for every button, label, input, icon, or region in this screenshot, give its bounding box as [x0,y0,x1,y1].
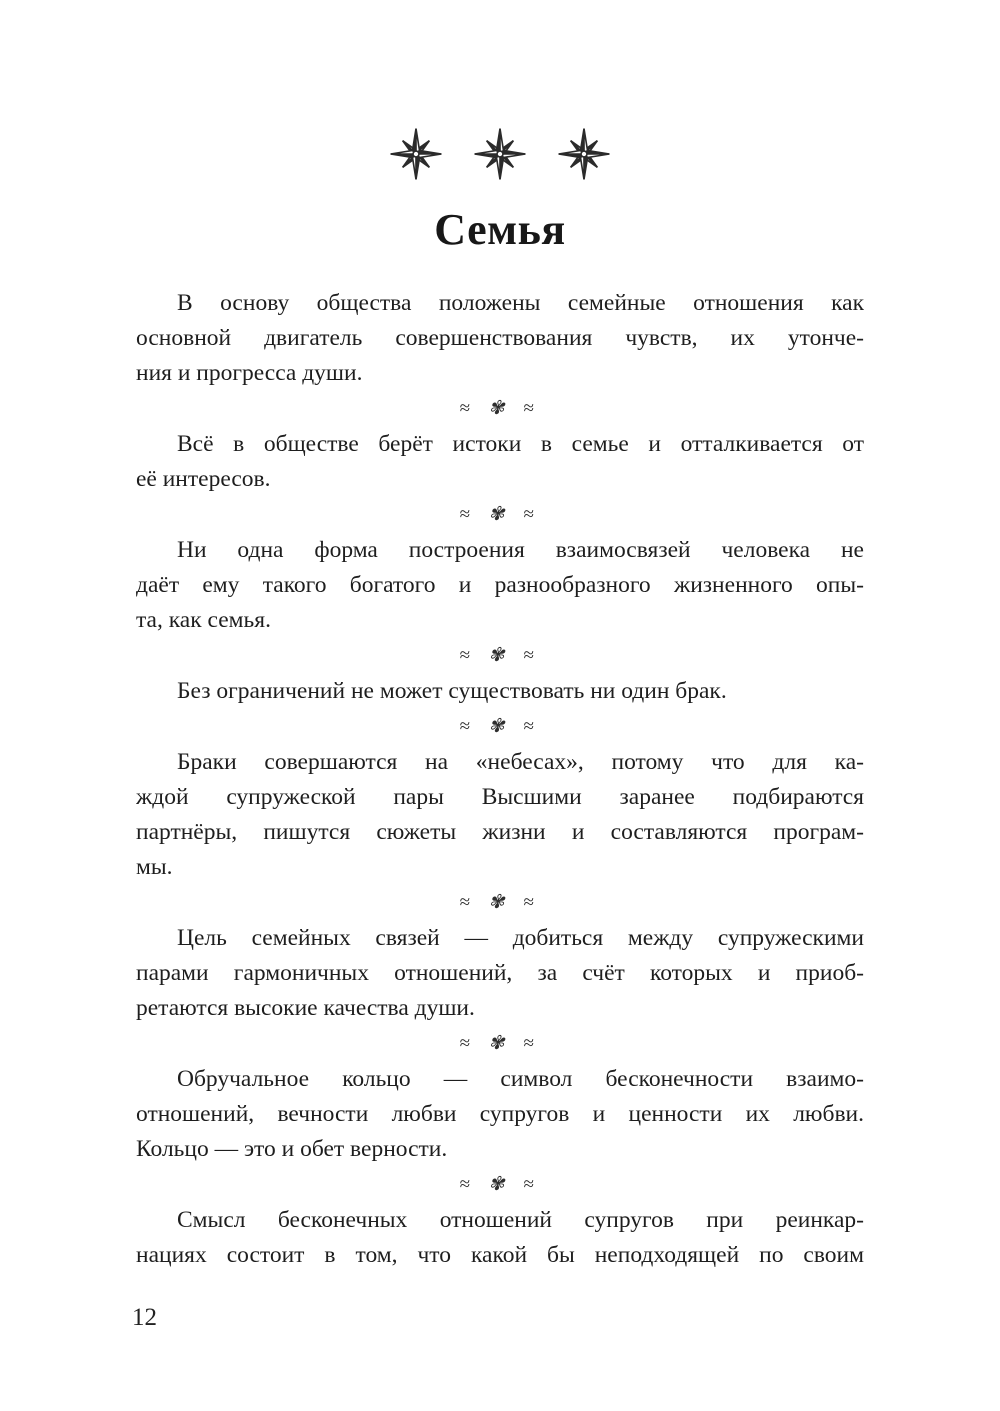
paragraph-line: Смысл бесконечных отношений супругов при реинкар- [177,1207,864,1233]
paragraph-line: партнёры, пишутся сюжеты жизни и составляются програм- [136,819,864,845]
paragraph-line: парами гармоничных отношений, за счёт которых и приоб- [136,960,864,986]
header-ornament [0,0,1000,184]
compass-star-icon [389,126,443,182]
section-divider: ≈ ✾ ≈ [459,398,541,419]
paragraph-line: Всё в обществе берёт истоки в семье и отталкивается от [177,431,864,457]
page-text [136,286,864,1273]
page-number: 12 [132,1304,157,1331]
paragraph [136,921,864,1026]
paragraph-line: её интересов. [136,466,271,492]
section-divider: ≈ ✾ ≈ [459,1174,541,1195]
paragraph [136,533,864,638]
paragraph-line: мы. [136,854,173,880]
paragraph-line: основной двигатель совершенствования чувств, их утонче- [136,325,864,351]
paragraph-line: даёт ему такого богатого и разнообразного жизненного опы- [136,572,864,598]
section-divider: ≈ ✾ ≈ [459,645,541,666]
paragraph [136,286,864,391]
paragraph [136,1062,864,1167]
paragraph-line: Обручальное кольцо — символ бесконечности взаимо- [177,1066,864,1092]
paragraph-line: та, как семья. [136,607,271,633]
section-divider: ≈ ✾ ≈ [459,892,541,913]
section-divider: ≈ ✾ ≈ [459,716,541,737]
paragraph-line: Без ограничений не может существовать ни один брак. [177,678,727,704]
section-divider: ≈ ✾ ≈ [459,1033,541,1054]
compass-star-icon [473,126,527,182]
paragraph-line: ретаются высокие качества души. [136,995,475,1021]
compass-star-icon [557,126,611,182]
paragraph-line: Браки совершаются на «небесах», потому что для ка- [177,749,864,775]
paragraph [136,745,864,885]
paragraph [136,674,864,709]
paragraph-line: В основу общества положены семейные отношения как [177,290,864,316]
paragraph-line: Кольцо — это и обет верности. [136,1136,448,1162]
paragraph-line: Цель семейных связей — добиться между супружескими [177,925,864,951]
paragraph-line: отношений, вечности любви супругов и ценности их любви. [136,1101,864,1127]
paragraph-line: ждой супружеской пары Высшими заранее подбираются [136,784,864,810]
paragraph-line: ния и прогресса души. [136,360,363,386]
paragraph [136,427,864,497]
paragraph-line: Ни одна форма построения взаимосвязей человека не [177,537,864,563]
paragraph-line: нациях состоит в том, что какой бы неподходящей по своим [136,1242,864,1268]
section-divider: ≈ ✾ ≈ [459,504,541,525]
page-title: Семья [434,205,566,254]
paragraph [136,1203,864,1273]
